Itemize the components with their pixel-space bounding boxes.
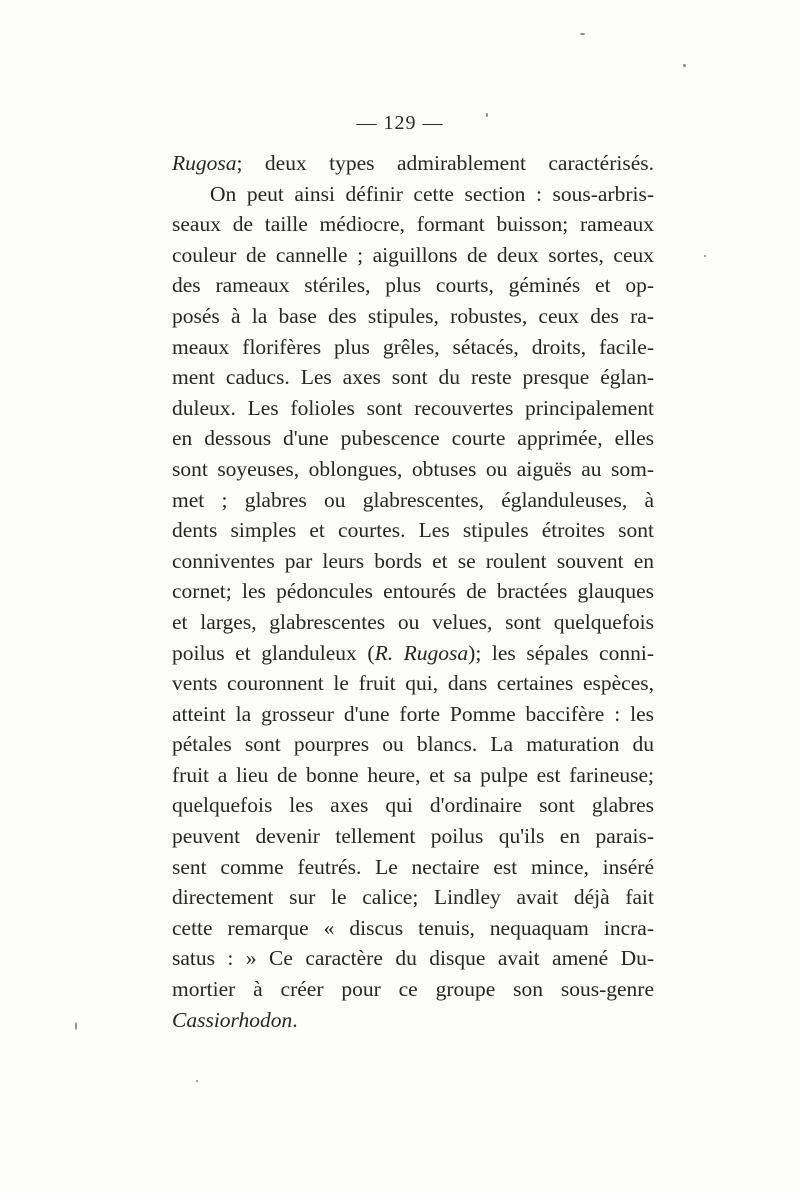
text-line (172, 852, 654, 883)
body-text (172, 148, 654, 1035)
text-run: des rameaux stériles, plus courts, géminés et op- (172, 273, 654, 298)
text-run: et larges, glabrescentes ou velues, sont quelquefois (172, 609, 654, 634)
text-line (172, 943, 654, 974)
text-line (172, 974, 654, 1005)
text-line (172, 729, 654, 760)
text-line (172, 699, 654, 730)
text-line (172, 148, 654, 179)
text-run: couleur de cannelle ; aiguillons de deux sortes, ceux (172, 242, 654, 267)
scan-speck (196, 1080, 198, 1082)
text-run: quelquefois les axes qui d'ordinaire sont glabres (172, 793, 654, 818)
text-line (172, 209, 654, 240)
text-line (172, 882, 654, 913)
text-run: dents simples et courtes. Les stipules étroites sont (172, 518, 654, 543)
page-number: — 129 — (356, 112, 444, 134)
text-line (172, 821, 654, 852)
scan-speck (704, 255, 706, 257)
text-run: ); les sépales conni- (468, 640, 654, 665)
text-run: atteint la grosseur d'une forte Pomme baccifère : les (172, 701, 654, 726)
text-line (172, 515, 654, 546)
text-line (172, 607, 654, 638)
text-line (172, 362, 654, 393)
text-line (172, 454, 654, 485)
text-run: cornet; les pédoncules entourés de bractées glauques (172, 579, 654, 604)
text-run: On peut ainsi définir cette section : sous-arbris- (210, 181, 654, 206)
text-line (172, 240, 654, 271)
text-run: seaux de taille médiocre, formant buisson; rameaux (172, 212, 654, 237)
text-line (172, 332, 654, 363)
text-run: poilus et glanduleux ( (172, 640, 375, 665)
text-run: posés à la base des stipules, robustes, ceux des ra- (172, 303, 654, 328)
text-line (172, 668, 654, 699)
text-line (172, 485, 654, 516)
text-run: ; deux types admirablement caractérisés. (236, 151, 654, 175)
text-run: conniventes par leurs bords et se roulent souvent en (172, 548, 654, 573)
scan-speck (75, 1022, 77, 1030)
text-run: vents couronnent le fruit qui, dans certaines espèces, (172, 671, 654, 696)
scan-speck (683, 64, 686, 67)
scan-speck (486, 113, 488, 117)
text-run: fruit a lieu de bonne heure, et sa pulpe est farineuse; (172, 762, 654, 787)
text-line (172, 790, 654, 821)
text-run: mortier à créer pour ce groupe son sous-genre (172, 977, 654, 1002)
text-line (172, 270, 654, 301)
italic-text: Rugosa (172, 151, 237, 175)
text-line (172, 301, 654, 332)
text-line (172, 546, 654, 577)
text-run: met ; glabres ou glabrescentes, églanduleuses, à (172, 487, 654, 512)
text-run: sont soyeuses, oblongues, obtuses ou aiguës au som- (172, 456, 654, 481)
text-line (172, 423, 654, 454)
text-line (172, 913, 654, 944)
text-run: . (292, 1007, 298, 1032)
text-run: cette remarque « discus tenuis, nequaquam incra- (172, 915, 654, 940)
scan-speck (580, 33, 585, 35)
text-run: peuvent devenir tellement poilus qu'ils en parais- (172, 824, 654, 849)
text-run: pétales sont pourpres ou blancs. La maturation du (172, 732, 654, 757)
text-run: sent comme feutrés. Le nectaire est mince, inséré (172, 854, 654, 879)
text-run: meaux florifères plus grêles, sétacés, droits, facile- (172, 334, 654, 359)
italic-text: Cassiorhodon (172, 1007, 293, 1032)
text-line (172, 638, 654, 669)
text-line (172, 760, 654, 791)
text-line (172, 179, 654, 210)
italic-text: R. Rugosa (374, 640, 469, 665)
text-line (172, 576, 654, 607)
text-run: satus : » Ce caractère du disque avait amené Du- (172, 946, 654, 971)
text-line (172, 1005, 654, 1036)
text-line (172, 393, 654, 424)
text-run: directement sur le calice; Lindley avait déjà fait (172, 885, 654, 910)
text-run: duleux. Les folioles sont recouvertes principalement (172, 395, 654, 420)
text-run: en dessous d'une pubescence courte apprimée, elles (172, 426, 654, 451)
text-run: ment caducs. Les axes sont du reste presque églan- (172, 365, 654, 390)
